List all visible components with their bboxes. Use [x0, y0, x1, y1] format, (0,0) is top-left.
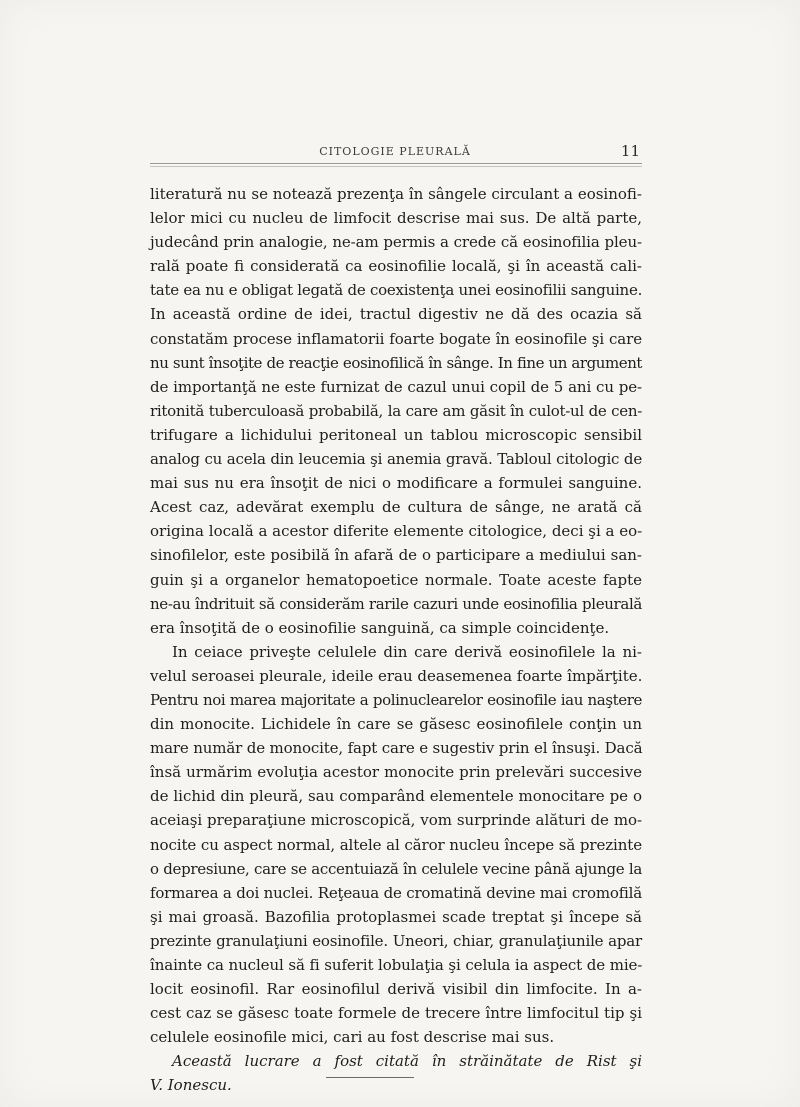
running-title: CITOLOGIE PLEURALĂ — [319, 145, 471, 158]
text-line: Acest caz, adevărat exemplu de cultura de sânge, ne arată că — [150, 498, 642, 517]
text-line: nocite cu aspect normal, altele al căror nucleu începe să prezinte — [150, 835, 642, 854]
running-header — [150, 142, 640, 165]
text-line: de importanţă ne este furnizat de cazul unui copil de 5 ani cu pe- — [150, 377, 642, 396]
paragraph-start-line: In ceiace priveşte celulele din care derivă eosinofilele la ni- — [172, 642, 642, 661]
text-line: mare număr de monocite, fapt care e sugestiv prin el însuşi. Dacă — [150, 739, 643, 758]
text-line: o depresiune, care se accentuiază în celulele vecine până ajunge la — [150, 859, 642, 878]
text-line: de lichid din pleură, sau comparând elementele monocitare pe o — [150, 787, 642, 806]
footnote-line: Această lucrare a fost citată în străinătate de Rist şi — [172, 1052, 642, 1071]
text-line: tate ea nu e obligat legată de coexistenţa unei eosinofilii sanguine. — [150, 281, 643, 300]
text-line: rală poate fi considerată ca eosinofilie locală, şi în această cali- — [150, 257, 642, 276]
text-line: analog cu acela din leucemia şi anemia gravă. Tabloul citologic de — [150, 450, 642, 469]
text-line: velul seroasei pleurale, ideile erau deasemenea foarte împărţite. — [150, 666, 643, 685]
text-line: din monocite. Lichidele în care se găsesc eosinofilele conţin un — [150, 715, 642, 734]
text-line: celulele eosinofile mici, cari au fost descrise mai sus. — [150, 1028, 555, 1047]
header-rule — [150, 163, 642, 167]
text-line: nu sunt însoţite de reacţie eosinofilică în sânge. In fine un argument — [150, 353, 642, 372]
text-line: trifugare a lichidului peritoneal un tablou microscopic sensibil — [150, 425, 642, 444]
text-line: guin şi a organelor hematopoetice normale. Toate aceste fapte — [150, 570, 642, 589]
footnote-line: V. Ionescu. — [150, 1076, 232, 1095]
closing-rule — [326, 1077, 414, 1078]
text-line: literatură nu se notează prezenţa în sângele circulant a eosinofi- — [150, 185, 642, 203]
text-line: însă urmărim evoluţia acestor monocite prin prelevări succesive — [150, 763, 642, 782]
text-line: lelor mici cu nucleu de limfocit descrise mai sus. De altă parte, — [150, 209, 642, 228]
text-line: şi mai groasă. Bazofilia protoplasmei scade treptat şi începe să — [150, 907, 642, 926]
text-line: formarea a doi nuclei. Reţeaua de cromatină devine mai cromofilă — [150, 883, 642, 902]
body-text — [150, 182, 642, 1098]
text-line: cest caz se găsesc toate formele de trecere între limfocitul tip şi — [150, 1004, 642, 1023]
text-line: era însoţită de o eosinofilie sanguină, ca simple coincidenţe. — [150, 618, 610, 637]
text-line: mai sus nu era însoţit de nici o modificare a formulei sanguine. — [150, 474, 642, 493]
text-line: aceiaşi preparaţiune microscopică, vom surprinde alături de mo- — [150, 811, 642, 830]
text-line: prezinte granulaţiuni eosinofile. Uneori, chiar, granulaţiunile apar — [150, 931, 642, 950]
text-line: sinofilelor, este posibilă în afară de o participare a mediului san- — [150, 546, 642, 565]
text-line: înainte ca nucleul să fi suferit lobulaţia şi celula ia aspect de mie- — [150, 956, 643, 974]
text-line: ne-au îndrituit să considerăm rarile cazuri unde eosinofilia pleurală — [150, 594, 642, 613]
text-line: locit eosinofil. Rar eosinofilul derivă visibil din limfocite. In a- — [150, 980, 642, 999]
text-line: In această ordine de idei, tractul digestiv ne dă des ocazia să — [150, 305, 642, 324]
text-line: constatăm procese inflamatorii foarte bogate în eosinofile şi care — [150, 329, 642, 348]
text-line: Pentru noi marea majoritate a polinuclearelor eosinofile iau naştere — [150, 690, 642, 709]
text-line: origina locală a acestor diferite elemente citologice, deci şi a eo- — [150, 522, 643, 541]
text-line: judecând prin analogie, ne-am permis a crede că eosinofilia pleu- — [150, 233, 642, 252]
page-number: 11 — [620, 142, 640, 160]
text-line: ritonită tuberculoasă probabilă, la care am găsit în culot-ul de cen- — [150, 401, 642, 420]
